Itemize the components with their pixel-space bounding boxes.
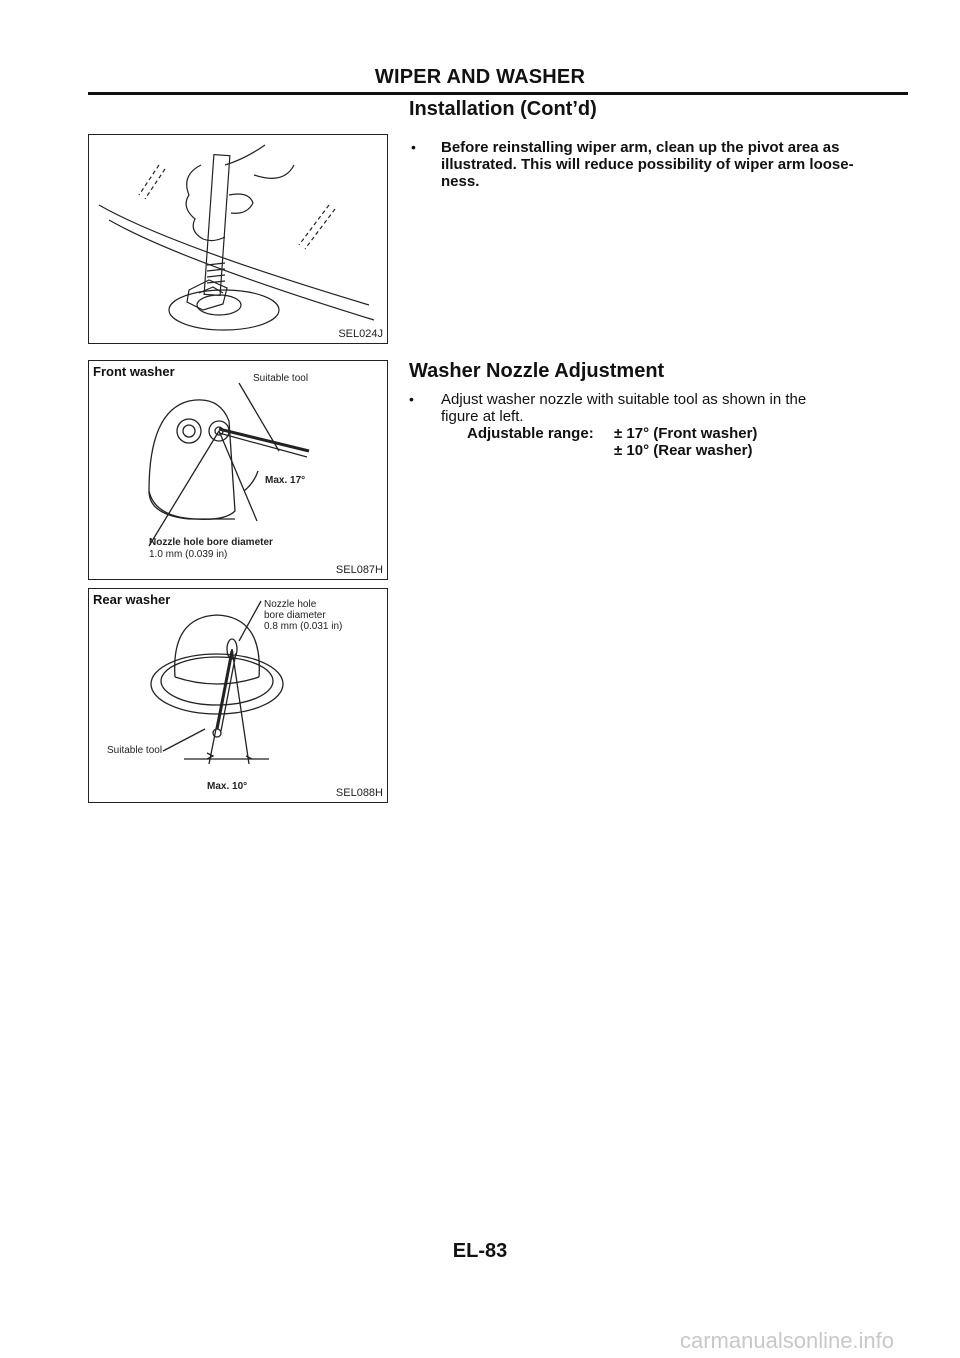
range-rear: ± 10° (Rear washer) [614, 442, 753, 459]
rear-washer-illustration [89, 589, 389, 804]
watermark: carmanualsonline.info [680, 1328, 895, 1353]
front-washer-max-label: Max. 17° [265, 475, 306, 486]
pivot-cleaning-illustration [89, 135, 389, 345]
figure-code: SEL088H [335, 787, 383, 799]
rear-washer-nozzle-label-1: Nozzle hole [264, 599, 317, 610]
installation-line-3: ness. [441, 173, 480, 190]
rear-washer-nozzle-label-2: bore diameter [264, 610, 326, 621]
figure-front-washer [88, 360, 388, 580]
nozzle-line-2: figure at left. [441, 408, 524, 425]
header-rule [88, 92, 908, 95]
front-washer-tool-label: Suitable tool [253, 373, 309, 384]
installation-line-2: illustrated. This will reduce possibility of wiper arm loose- [441, 156, 854, 173]
nozzle-line-1: Adjust washer nozzle with suitable tool as shown in the [441, 391, 807, 408]
figure-rear-washer [88, 588, 388, 803]
rear-washer-tool-label: Suitable tool [107, 745, 163, 756]
section-header: WIPER AND WASHER [374, 66, 586, 88]
figure-code: SEL087H [335, 564, 383, 576]
rear-washer-title: Rear washer [93, 592, 171, 607]
rear-washer-nozzle-label-3: 0.8 mm (0.031 in) [264, 621, 343, 632]
front-washer-nozzle-label-2: 1.0 mm (0.039 in) [149, 549, 228, 560]
page-number: EL-83 [452, 1240, 508, 1262]
installation-line-1: Before reinstalling wiper arm, clean up the pivot area as [441, 139, 840, 156]
range-front: ± 17° (Front washer) [614, 425, 758, 442]
range-label: Adjustable range: [467, 425, 594, 442]
front-washer-nozzle-label-1: Nozzle hole bore diameter [149, 537, 273, 548]
front-washer-illustration [89, 361, 389, 581]
bullet-icon: • [411, 139, 416, 155]
bullet-icon: • [409, 391, 414, 407]
figure-code: SEL024J [338, 328, 383, 340]
figure-pivot-cleaning [88, 134, 388, 344]
nozzle-adjustment-title: Washer Nozzle Adjustment [409, 360, 665, 382]
front-washer-title: Front washer [93, 364, 175, 379]
installation-title: Installation (Cont’d) [409, 98, 597, 120]
rear-washer-max-label: Max. 10° [207, 781, 248, 792]
